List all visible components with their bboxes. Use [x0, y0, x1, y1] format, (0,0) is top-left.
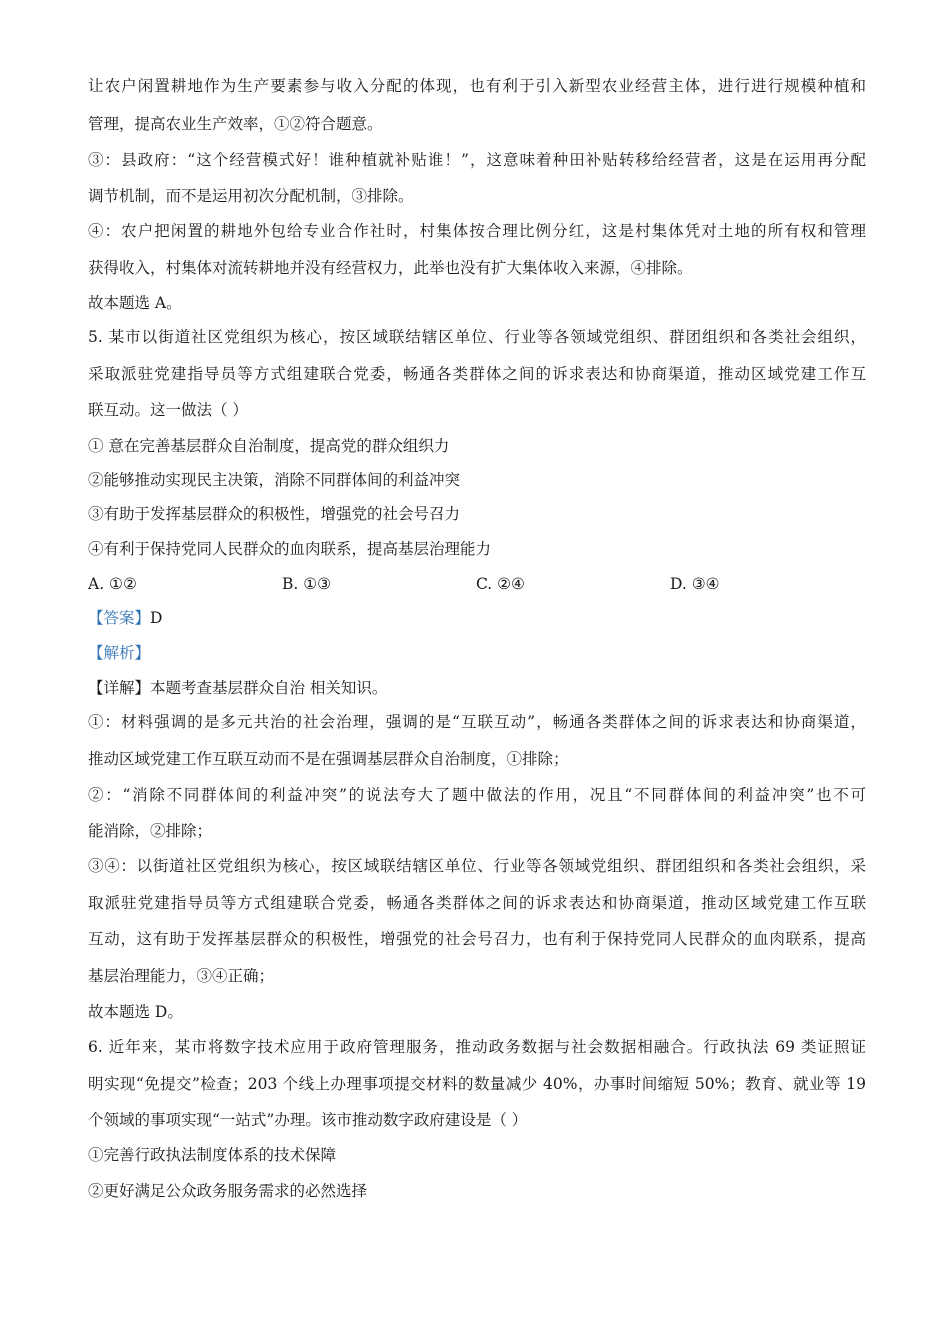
q6-item: ①完善行政执法制度体系的技术保障 — [88, 1146, 337, 1164]
q5-option-a: A. ①② — [88, 575, 137, 593]
q5-option-b: B. ①③ — [282, 575, 332, 593]
prev-conclusion: 故本题选 A。 — [88, 294, 182, 312]
q5-item: ②能够推动实现民主决策，消除不同群体间的利益冲突 — [88, 471, 461, 489]
q5-item: ④有利于保持党同人民群众的血肉联系，提高基层治理能力 — [88, 540, 492, 558]
answer-tag: 【答案】 — [88, 609, 151, 627]
q5-option-c: C. ②④ — [476, 575, 525, 593]
prev-analysis-line: 获得收入，村集体对流转耕地并没有经营权力，此举也没有扩大集体收入来源，④排除。 — [88, 259, 693, 277]
q5-stem: 联互动。这一做法（ ） — [88, 401, 248, 419]
q6-item: ②更好满足公众政务服务需求的必然选择 — [88, 1182, 368, 1200]
answer-value: D — [150, 609, 163, 627]
q5-item: ③有助于发挥基层群众的积极性，增强党的社会号召力 — [88, 505, 461, 523]
q5-explanation: ③④：以街道社区党组织为核心，按区域联结辖区单位、行业等各领域党组织、群团组织和各类社会组织，采 — [88, 857, 866, 875]
q6-stem: 6. 近年来，某市将数字技术应用于政府管理服务，推动政务数据与社会数据相融合。行政执法 69 类证照证 — [88, 1038, 866, 1056]
q5-conclusion: 故本题选 D。 — [88, 1003, 183, 1021]
q5-explanation: 基层治理能力，③④正确； — [88, 967, 275, 985]
prev-analysis-line: 让农户闲置耕地作为生产要素参与收入分配的体现，也有利于引入新型农业经营主体，进行进行规模种植和 — [88, 77, 866, 95]
q5-explanation: 取派驻党建指导员等方式组建联合党委，畅通各类群体之间的诉求表达和协商渠道，推动区域党建工作互联 — [88, 894, 866, 912]
prev-analysis-line: ④：农户把闲置的耕地外包给专业合作社时，村集体按合理比例分红，这是村集体凭对土地的所有权和管理 — [88, 222, 866, 240]
q6-stem: 个领域的事项实现“一站式”办理。该市推动数字政府建设是（ ） — [88, 1111, 528, 1129]
prev-analysis-line: ③：县政府：“这个经营模式好！谁种植就补贴谁！”，这意味着种田补贴转移给经营者，这是在运用再分配 — [88, 151, 866, 169]
q5-explanation: 互动，这有助于发挥基层群众的积极性，增强党的社会号召力，也有利于保持党同人民群众的血肉联系，提高 — [88, 930, 866, 948]
analysis-tag: 【解析】 — [88, 644, 151, 662]
q5-explanation: 推动区域党建工作互联互动而不是在强调基层群众自治制度，①排除； — [88, 750, 569, 768]
prev-analysis-line: 管理，提高农业生产效率，①②符合题意。 — [88, 115, 383, 133]
prev-analysis-line: 调节机制，而不是运用初次分配机制，③排除。 — [88, 187, 414, 205]
q5-stem: 采取派驻党建指导员等方式组建联合党委，畅通各类群体之间的诉求表达和协商渠道，推动区域党建工作互 — [88, 365, 866, 383]
q6-stem: 明实现“免提交”检查；203 个线上办理事项提交材料的数量减少 40%，办事时间缩短 50%；教育、就业等 19 — [88, 1075, 866, 1093]
q5-detail-intro: 【详解】本题考查基层群众自治 相关知识。 — [88, 679, 388, 697]
q5-stem: 5. 某市以街道社区党组织为核心，按区域联结辖区单位、行业等各领域党组织、群团组织和各类社会组织， — [88, 328, 866, 346]
q5-option-d: D. ③④ — [670, 575, 720, 593]
q5-explanation: ①：材料强调的是多元共治的社会治理，强调的是“互联互动”，畅通各类群体之间的诉求表达和协商渠道， — [88, 713, 866, 731]
q5-explanation: 能消除，②排除； — [88, 822, 213, 840]
q5-answer-row — [88, 608, 866, 628]
q5-item: ① 意在完善基层群众自治制度，提高党的群众组织力 — [88, 437, 450, 455]
q5-explanation: ②：“消除不同群体间的利益冲突”的说法夸大了题中做法的作用，况且“不同群体间的利益冲突”也不可 — [88, 786, 866, 804]
